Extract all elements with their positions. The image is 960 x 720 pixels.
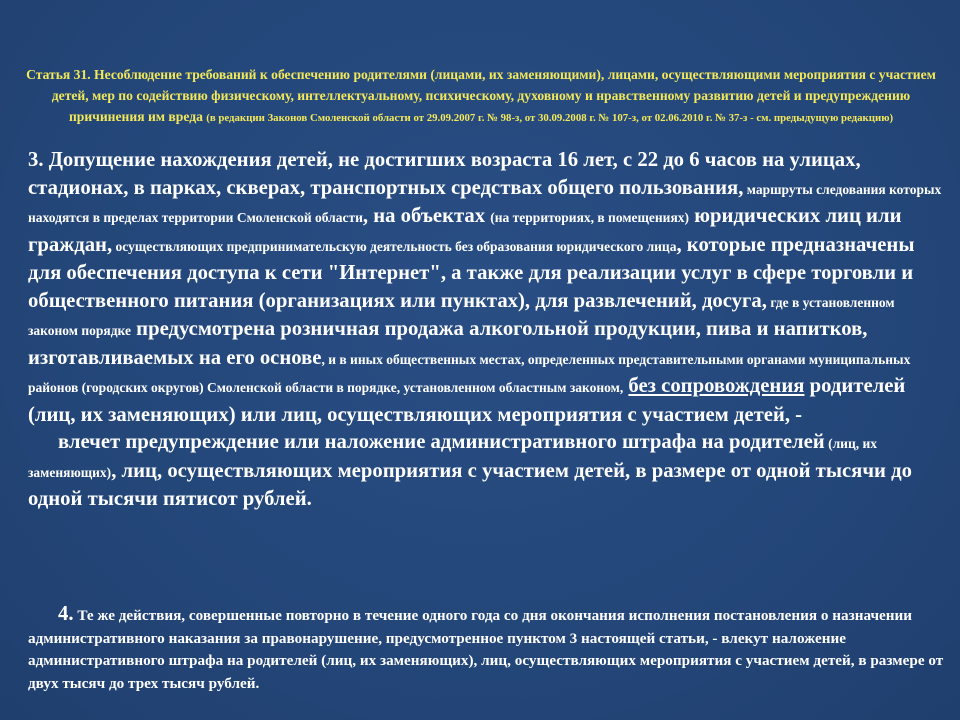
p4-number: 4.: [58, 603, 74, 625]
penalty-text-1: влечет предупреждение или наложение административного штрафа на родителей: [58, 431, 825, 453]
p3-small-4: где в установленном законом порядке: [28, 294, 895, 338]
p3-text-1: 3. Допущение нахождения детей, не достигших возраста 16 лет, с 22 до 6 часов на улицах, стадионах, в парках, скверах, транспортных средствах общего пользования,: [28, 149, 861, 199]
p3-text-5: предусмотрена розничная продажа алкогольной продукции, пива и напитков, изготавливаемых на его основе: [28, 318, 868, 369]
p3-small-2: (на территориях, в помещениях): [490, 210, 690, 225]
p3-underlined-phrase: без сопровождения: [628, 375, 805, 397]
p3-text-2: , на объектах: [362, 205, 491, 227]
paragraph-4: [28, 603, 944, 695]
p3-small-3: осуществляющих предпринимательскую деятельность без образования юридического лица: [112, 238, 677, 254]
p3-small-5: , и в иных общественных местах, определенных представительными органами муниципальных районов (городских округов) Смоленской области в порядке, установленном областным законом,: [28, 351, 911, 395]
penalty-small-1: (лиц, их заменяющих): [28, 436, 877, 480]
penalty-text-2: , лиц, осуществляющих мероприятия с участием детей, в размере от одной тысячи до одной тысячи пятисот рублей.: [28, 459, 912, 510]
p3-text-3: юридических лиц или граждан,: [28, 205, 902, 256]
article-revision-note: (в редакции Законов Смоленской области от 29.09.2007 г. № 98-з, от 30.09.2008 г. № 107-з, от 02.06.2010 г. № 37-з - см. предыдущую редакцию): [206, 112, 894, 124]
p3-text-4: , которые предназначены для обеспечения доступа к сети "Интернет", а также для реализации услуг в сфере торговли и общественного питания (организациях или пунктах), для развлечений, досуга,: [28, 233, 915, 312]
p4-text: Те же действия, совершенные повторно в течение одного года со дня окончания исполнения постановления о назначении административного наказания за правонарушение, предусмотренное пунктом 3 настоящей статьи, - влекут наложение административного штрафа на родителей (лиц, их заменяющих), лиц, осуществляющих мероприятия с участием детей, в размере от двух тысяч до трех тысяч рублей.: [28, 607, 944, 692]
article-heading: [22, 64, 940, 129]
p3-small-1: маршруты следования которых находятся в пределах территории Смоленской области: [28, 181, 942, 225]
p3-text-6: родителей (лиц, их заменяющих) или лиц, осуществляющих мероприятия с участием детей, -: [28, 375, 906, 426]
article-title: Статья 31. Несоблюдение требований к обеспечению родителями (лицами, их заменяющими), лицами, осуществляющими мероприятия с участием детей, мер по содействию физическому, интеллектуальному, психическому, духовному и нравственному развитию детей и предупреждению причинения им вреда: [26, 67, 936, 124]
paragraph-3: [28, 147, 944, 514]
